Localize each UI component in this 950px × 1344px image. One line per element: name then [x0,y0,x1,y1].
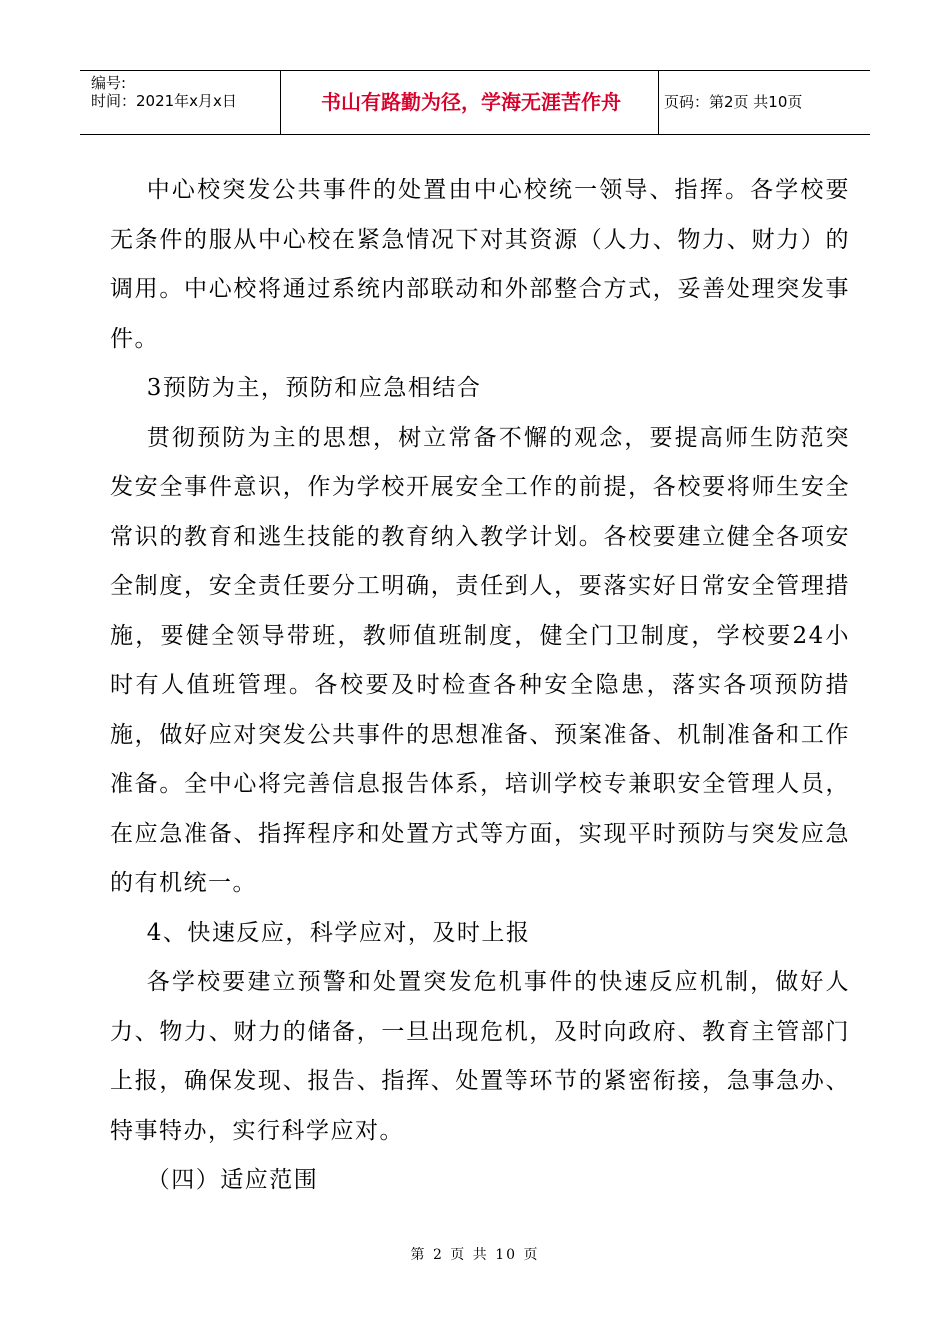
body-paragraph: 各学校要建立预警和处置突发危机事件的快速反应机制，做好人力、物力、财力的储备，一旦出现危机，及时向政府、教育主管部门上报，确保发现、报告、指挥、处置等环节的紧密衔接，急事急办、特事特办，实行科学应对。 [110,969,850,1144]
body-paragraph: 贯彻预防为主的思想，树立常备不懈的观念，要提高师生防范突发安全事件意识，作为学校开展安全工作的前提，各校要将师生安全常识的教育和逃生技能的教育纳入教学计划。各校要建立健全各项安全制度，安全责任要分工明确，责任到人，要落实好日常安全管理措施，要健全领导带班，教师值班制度，健全门卫制度，学校要24小时有人值班管理。各校要及时检查各种安全隐患，落实各项预防措施，做好应对突发公共事件的思想准备、预案准备、机制准备和工作准备。全中心将完善信息报告体系，培训学校专兼职安全管理人员，在应急准备、指挥程序和处置方式等方面，实现平时预防与突发应急的有机统一。 [110,424,850,896]
document-body [110,166,850,1206]
body-paragraph: 中心校突发公共事件的处置由中心校统一领导、指挥。各学校要无条件的服从中心校在紧急情况下对其资源（人力、物力、财力）的调用。中心校将通过系统内部联动和外部整合方式，妥善处理突发事件。 [110,177,850,352]
page-header [80,70,870,135]
page-footer: 第 2 页 共 10 页 [410,1247,540,1263]
header-divider-left [280,70,281,135]
document-time-label: 时间：2021年x月x日 [91,92,237,110]
header-page-info: 页码：第2页 共10页 [664,93,803,111]
section-heading: （四）适应范围 [146,1167,319,1193]
document-number-label: 编号: [91,74,127,92]
section-heading: 4、快速反应，科学应对，及时上报 [146,919,531,946]
header-meta [91,74,237,110]
section-heading: 3预防为主，预防和应急相结合 [146,375,482,401]
header-motto: 书山有路勤为径，学海无涯苦作舟 [321,90,621,114]
